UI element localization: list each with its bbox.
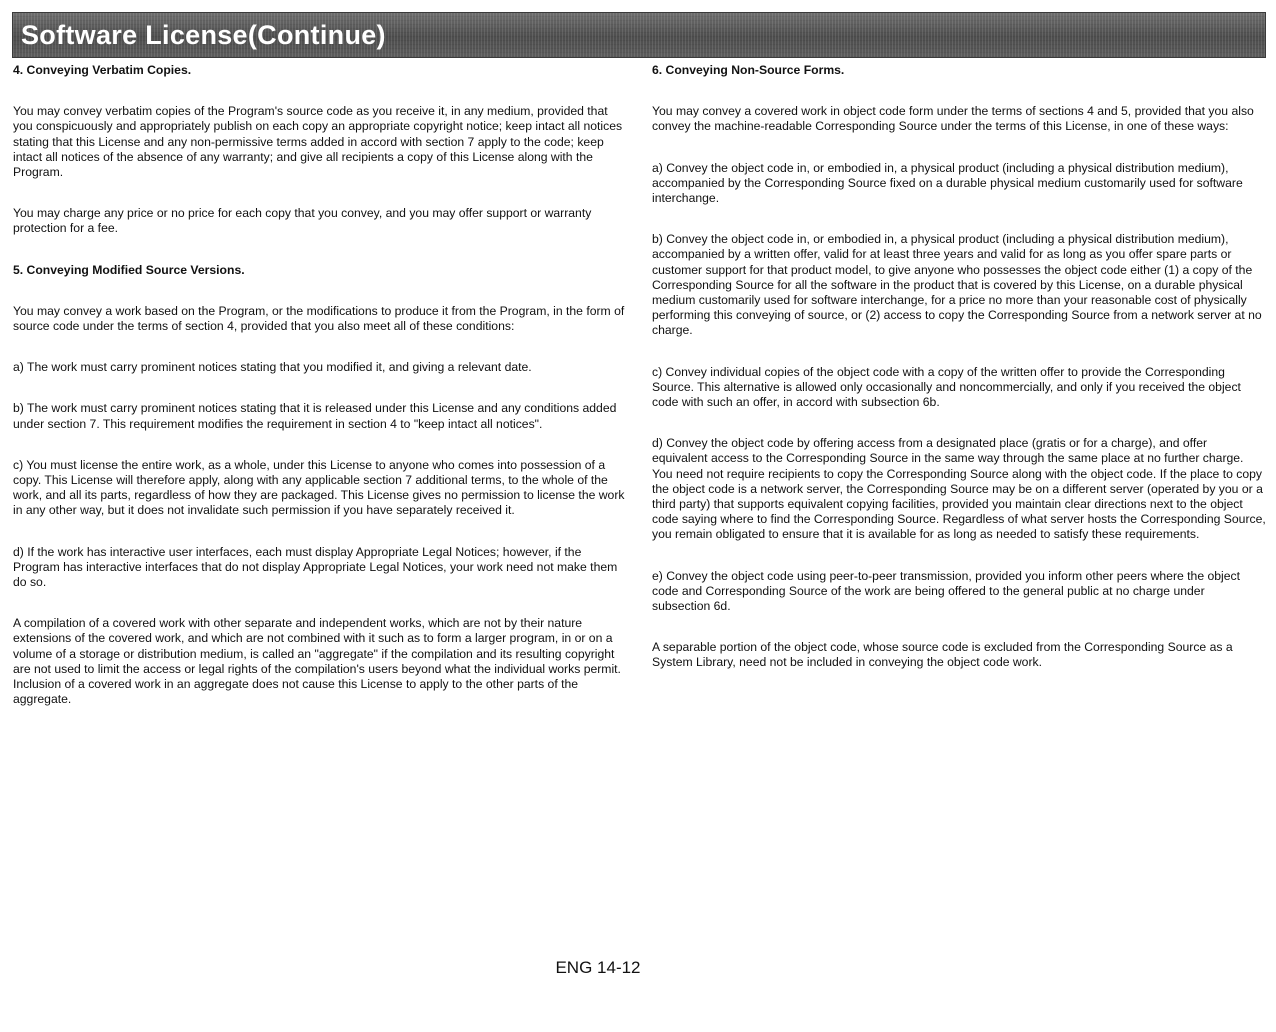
page-title: Software License(Continue) [21, 20, 386, 50]
section-5-heading: 5. Conveying Modified Source Versions. [13, 262, 245, 277]
section-6-paragraph: a) Convey the object code in, or embodied in, a physical product (including a physical distribution medium), accompanied by the Corresponding Source fixed on a durable physical medium customarily used for software interchange. [652, 160, 1243, 206]
section-5-paragraph: d) If the work has interactive user interfaces, each must display Appropriate Legal Notices; however, if the Program has interactive interfaces that do not display Appropriate Legal Notices, your work need not make them do so. [13, 544, 618, 590]
right-column [652, 63, 1266, 697]
section-4-heading: 4. Conveying Verbatim Copies. [13, 63, 192, 77]
section-6-paragraph: d) Convey the object code by offering access from a designated place (gratis or for a charge), and offer equivalent access to the Corresponding Source in the same way through the same place at no further charge. You need not require recipients to copy the Corresponding Source along with the object code. If the place to copy the object code is a network server, the Corresponding Source may be on a different server (operated by you or a third party) that supports equivalent copying facilities, provided you maintain clear directions next to the object code saying where to find the Corresponding Source. Regardless of what server hosts the Corresponding Source, you remain obligated to ensure that it is available for as long as needed to satisfy these requirements. [652, 436, 1266, 542]
section-6-paragraph: A separable portion of the object code, whose source code is excluded from the Corresponding Source as a System Library, need not be included in conveying the object code work. [652, 640, 1233, 670]
section-5-paragraph: A compilation of a covered work with other separate and independent works, which are not by their nature extensions of the covered work, and which are not combined with it such as to form a larger program, in or on a volume of a storage or distribution medium, is called an "aggregate" if the compilation and its resulting copyright are not used to limit the access or legal rights of the compilation's users beyond what the individual works permit. Inclusion of a covered work in an aggregate does not cause this License to apply to the other parts of the aggregate. [13, 616, 621, 707]
page-number: ENG 14-12 [555, 958, 641, 977]
header-bar [12, 12, 1266, 58]
section-6-paragraph: c) Convey individual copies of the object code with a copy of the written offer to provide the Corresponding Source. This alternative is allowed only occasionally and noncommercially, and only if you received the object code with such an offer, in accord with subsection 6b. [652, 364, 1241, 410]
section-4-paragraph: You may charge any price or no price for each copy that you convey, and you may offer support or warranty protection for a fee. [13, 206, 592, 236]
left-column [13, 63, 627, 733]
section-6-paragraph: You may convey a covered work in object code form under the terms of sections 4 and 5, provided that you also convey the machine-readable Corresponding Source under the terms of this License, in one of these ways: [652, 104, 1254, 134]
section-5-paragraph: c) You must license the entire work, as a whole, under this License to anyone who comes into possession of a copy. This License will therefore apply, along with any applicable section 7 additional terms, to the whole of the work, and all its parts, regardless of how they are packaged. This License gives no permission to license the work in any other way, but it does not invalidate such permission if you have separately received it. [13, 457, 625, 518]
section-5-paragraph: b) The work must carry prominent notices stating that it is released under this License and any conditions added under section 7. This requirement modifies the requirement in section 4 to "keep intact all notices". [13, 401, 617, 431]
section-4-paragraph: You may convey verbatim copies of the Program's source code as you receive it, in any medium, provided that you conspicuously and appropriately publish on each copy an appropriate copyright notice; keep intact all notices stating that this License and any non-permissive terms added in accord with section 7 apply to the code; keep intact all notices of the absence of any warranty; and give all recipients a copy of this License along with the Program. [13, 104, 623, 180]
section-5-paragraph: You may convey a work based on the Program, or the modifications to produce it from the Program, in the form of source code under the terms of section 4, provided that you also meet all of these conditions: [13, 303, 625, 334]
section-6-heading: 6. Conveying Non-Source Forms. [652, 63, 845, 77]
section-5-paragraph: a) The work must carry prominent notices stating that you modified it, and giving a relevant date. [13, 360, 532, 375]
section-6-paragraph: e) Convey the object code using peer-to-peer transmission, provided you inform other peers where the object code and Corresponding Source of the work are being offered to the general public at no charge under subsection 6d. [652, 568, 1241, 614]
section-6-paragraph: b) Convey the object code in, or embodied in, a physical product (including a physical distribution medium), accompanied by a written offer, valid for at least three years and valid for as long as you offer spare parts or customer support for that product model, to give anyone who possesses the object code either (1) a copy of the Corresponding Source for all the software in the product that is covered by this License, on a durable physical medium customarily used for software interchange, for a price no more than your reasonable cost of physically performing this conveying of source, or (2) access to copy the Corresponding Source from a network server at no charge. [652, 232, 1262, 338]
